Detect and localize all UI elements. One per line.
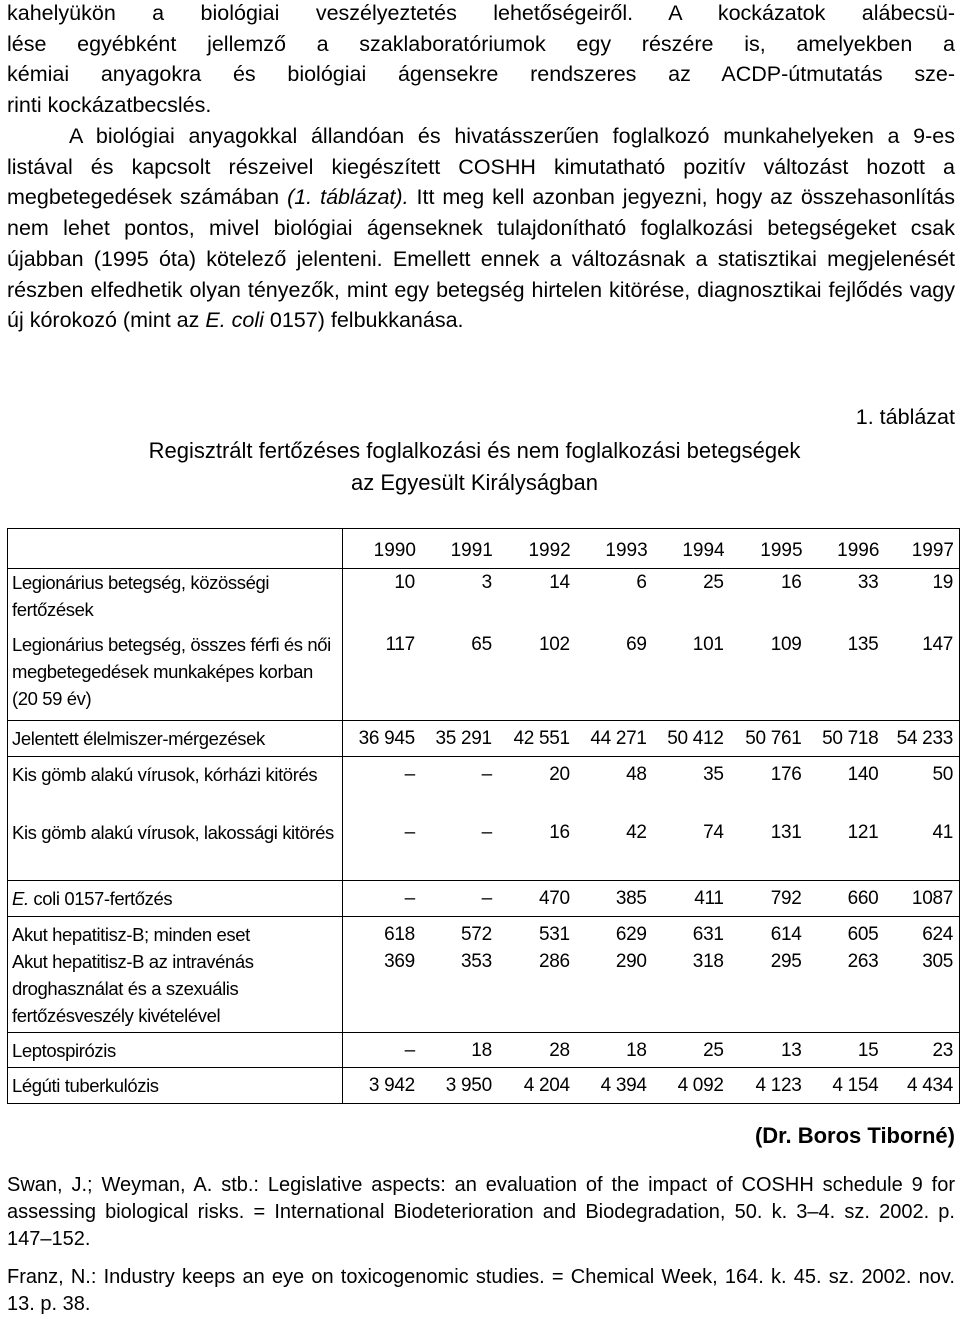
row-label: Leptospirózis: [8, 1033, 343, 1068]
year-header: 1994: [653, 529, 730, 569]
cell-value: 353: [461, 951, 492, 972]
cell: 135: [808, 631, 885, 721]
cell-value: 369: [384, 951, 415, 972]
table-row: [8, 1033, 960, 1068]
header-empty-cell: [8, 529, 343, 569]
table-title-line-2: az Egyesült Királyságban: [350, 470, 599, 495]
cell-value: 318: [692, 951, 724, 972]
cell: 13: [730, 1033, 808, 1068]
ecoli-italic: E.: [205, 308, 226, 333]
table-row: [8, 757, 960, 819]
cell-value: 631: [692, 924, 724, 945]
reference-2: Franz, N.: Industry keeps an eye on toxicogenomic studies. = Chemical Week, 164. k. 45. sz. 2002. nov. 13. p. 38.: [7, 1266, 955, 1315]
year-header: 1991: [421, 529, 498, 569]
cell-value: 295: [770, 951, 802, 972]
cell-value: 614: [770, 924, 802, 945]
cell: 3 950: [421, 1068, 498, 1104]
cell: 101: [653, 631, 730, 721]
table-reference: (1. táblázat).: [287, 185, 409, 210]
cell: 23: [884, 1033, 959, 1068]
cell: –: [342, 819, 421, 881]
cell: [576, 917, 653, 1033]
cell: 4 204: [498, 1068, 576, 1104]
cell-value: 572: [461, 924, 492, 945]
ecoli-label-italic: E.: [12, 888, 29, 909]
row-label: Legionárius betegség, közösségi fertőzések: [8, 569, 343, 631]
cell-value: 286: [538, 951, 570, 972]
cell: 42 551: [498, 721, 576, 757]
table-row: [8, 1068, 960, 1104]
year-header: 1995: [730, 529, 808, 569]
cell: 28: [498, 1033, 576, 1068]
cell: 792: [730, 881, 808, 917]
hepatitis-all-label: Akut hepatitisz-B; minden eset: [12, 924, 250, 945]
cell: –: [421, 881, 498, 917]
cell: 74: [653, 819, 730, 881]
cell: –: [342, 757, 421, 819]
cell: 18: [421, 1033, 498, 1068]
body-text-1: A biológiai anyagokkal állandóan és hivatásszerűen foglalkozó munkahelyeken a 9-es listával és kapcsolt részeivel kiegészített COSHH kimutatható pozitív változást hozott a megbetegedések számában: [7, 124, 955, 210]
cell: 385: [576, 881, 653, 917]
year-header: 1993: [576, 529, 653, 569]
cell: [884, 917, 959, 1033]
cell: 3 942: [342, 1068, 421, 1104]
cell: 176: [730, 757, 808, 819]
ecoli-italic-coli: coli: [225, 308, 264, 333]
row-label: [8, 917, 343, 1033]
hepatitis-iv-label: Akut hepatitisz-B az intravénás droghasználat és a szexuális fertőzésveszély kivételével: [12, 951, 254, 1026]
intro-line-1: kahelyükön a biológiai veszélyeztetés lehetőségeiről. A kockázatok alábecsü-: [7, 1, 955, 25]
row-label: [8, 881, 343, 917]
cell: –: [421, 757, 498, 819]
row-label: Kis gömb alakú vírusok, lakossági kitörés: [8, 819, 343, 881]
cell: [498, 917, 576, 1033]
cell: 1087: [884, 881, 959, 917]
cell: 25: [653, 1033, 730, 1068]
cell: [730, 917, 808, 1033]
cell-value: 629: [615, 924, 647, 945]
cell: 25: [653, 569, 730, 631]
cell-value: 624: [922, 924, 953, 945]
cell: 117: [342, 631, 421, 721]
cell: 48: [576, 757, 653, 819]
cell-value: 263: [847, 951, 879, 972]
cell: 411: [653, 881, 730, 917]
cell: 4 154: [808, 1068, 885, 1104]
cell-value: 605: [847, 924, 879, 945]
cell: –: [342, 881, 421, 917]
intro-line-3: kémiai anyagokra és biológiai ágensekre rendszeres az ACDP-útmutatás sze-: [7, 62, 955, 87]
cell: 3: [421, 569, 498, 631]
intro-line-4: rinti kockázatbecslés.: [7, 93, 212, 118]
cell: –: [342, 1033, 421, 1068]
cell: 16: [498, 819, 576, 881]
cell-value: 305: [922, 951, 953, 972]
cell: 20: [498, 757, 576, 819]
year-header: 1990: [342, 529, 421, 569]
cell: 109: [730, 631, 808, 721]
cell: 660: [808, 881, 885, 917]
cell: 10: [342, 569, 421, 631]
cell: 50 761: [730, 721, 808, 757]
row-label: Kis gömb alakú vírusok, kórházi kitörés: [8, 757, 343, 819]
cell: 131: [730, 819, 808, 881]
year-header: 1997: [884, 529, 959, 569]
intro-line-2: lése egyébként jellemző a szaklaboratóriumok egy részére is, amelyekben a: [7, 31, 955, 56]
cell: 121: [808, 819, 885, 881]
row-label: Légúti tuberkulózis: [8, 1068, 343, 1104]
body-text-3: 0157) felbukkanása.: [263, 308, 464, 333]
cell-value: 618: [384, 924, 415, 945]
ecoli-label-text: coli 0157-fertőzés: [28, 888, 173, 909]
year-header: 1992: [498, 529, 576, 569]
cell-value: 290: [615, 951, 647, 972]
cell: 19: [884, 569, 959, 631]
cell: [421, 917, 498, 1033]
cell: 18: [576, 1033, 653, 1068]
cell: 6: [576, 569, 653, 631]
table-row: [8, 819, 960, 881]
row-label: Jelentett élelmiszer-mérgezések: [8, 721, 343, 757]
table-row: [8, 917, 960, 1033]
cell: 35: [653, 757, 730, 819]
cell: 470: [498, 881, 576, 917]
cell: [808, 917, 885, 1033]
cell: –: [421, 819, 498, 881]
cell: 44 271: [576, 721, 653, 757]
author: (Dr. Boros Tiborné): [754, 1123, 955, 1148]
table-row: [8, 569, 960, 631]
cell: 41: [884, 819, 959, 881]
cell: 50: [884, 757, 959, 819]
year-header: 1996: [808, 529, 885, 569]
cell: 69: [576, 631, 653, 721]
intro-paragraph: [7, 0, 955, 121]
disease-table: [7, 528, 960, 1104]
cell-value: 531: [538, 924, 570, 945]
reference-1: Swan, J.; Weyman, A. stb.: Legislative aspects: an evaluation of the impact of COSHH schedule 9 for assessing biological risks. = International Biodeterioration and Biodegradation, 50. k. 3–4. sz. 2002. p. 147–152.: [7, 1174, 955, 1250]
cell: 54 233: [884, 721, 959, 757]
body-text-2: Itt meg kell azonban jegyezni, hogy az összehasonlítás nem lehet pontos, mivel biológiai ágenseknek tulajdonítható foglalkozási betegségeket csak újabban (1995 óta) kötelező jelenteni. Emellett ennek a változásnak a statisztikai megjelenését részben elfedhetik olyan tényezők, mint egy betegség hirtelen kitörése, diagnosztikai fejlődés vagy új kórokozó (mint az: [7, 185, 955, 333]
cell: 14: [498, 569, 576, 631]
cell: 35 291: [421, 721, 498, 757]
cell: 4 092: [653, 1068, 730, 1104]
cell: 15: [808, 1033, 885, 1068]
table-row: [8, 721, 960, 757]
cell: 16: [730, 569, 808, 631]
cell: 65: [421, 631, 498, 721]
cell: [342, 917, 421, 1033]
table-header-row: [8, 529, 960, 569]
cell: 140: [808, 757, 885, 819]
cell: 42: [576, 819, 653, 881]
cell: 4 434: [884, 1068, 959, 1104]
cell: 4 123: [730, 1068, 808, 1104]
cell: 50 718: [808, 721, 885, 757]
table-title-line-1: Regisztrált fertőzéses foglalkozási és nem foglalkozási betegségek: [148, 438, 801, 463]
row-label: Legionárius betegség, összes férfi és női megbetegedések munkaképes korban (20 59 év): [8, 631, 343, 721]
table-row: [8, 631, 960, 721]
cell: [653, 917, 730, 1033]
cell: 147: [884, 631, 959, 721]
cell: 33: [808, 569, 885, 631]
cell: 102: [498, 631, 576, 721]
cell: 4 394: [576, 1068, 653, 1104]
cell: 36 945: [342, 721, 421, 757]
body-paragraph: [7, 121, 955, 336]
table-title: [7, 435, 942, 499]
table-number: 1. táblázat: [855, 405, 955, 429]
cell: 50 412: [653, 721, 730, 757]
table-row: [8, 881, 960, 917]
